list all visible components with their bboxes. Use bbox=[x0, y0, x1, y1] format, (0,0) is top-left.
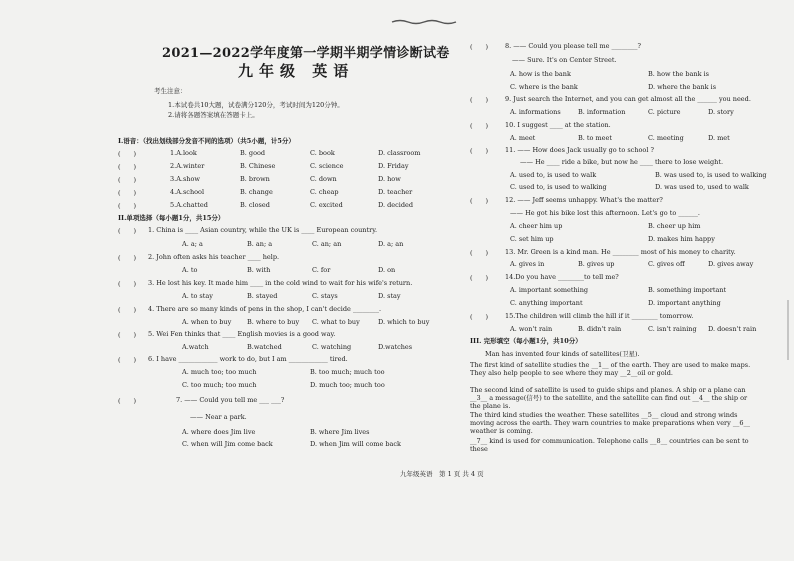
answer-paren[interactable]: ( ) bbox=[470, 249, 489, 257]
option-d: D.watches bbox=[378, 343, 413, 351]
option-a: A. much too; too much bbox=[182, 368, 257, 376]
option-a: A. where does Jim live bbox=[182, 428, 256, 436]
question-text: 7. —— Could you tell me ___ ___? bbox=[176, 396, 285, 404]
option-c: C. when will Jim come back bbox=[182, 440, 273, 448]
option-d: D. a; an bbox=[378, 240, 404, 248]
answer-paren[interactable]: ( ) bbox=[118, 397, 137, 405]
option-d: D. makes him happy bbox=[648, 235, 715, 243]
option-b: B. where to buy bbox=[247, 318, 300, 326]
option-a: A. a; a bbox=[182, 240, 203, 248]
answer-paren[interactable]: ( ) bbox=[470, 147, 489, 155]
option-b: B. where Jim lives bbox=[310, 428, 370, 436]
option-c: C. watching bbox=[312, 343, 352, 351]
option-c: C. book bbox=[310, 149, 335, 157]
exam-subtitle: 九年级 英语 bbox=[238, 62, 355, 80]
option-b: B. something important bbox=[648, 286, 727, 294]
option-a: A. used to, is used to walk bbox=[510, 171, 597, 179]
option-a: A. to stay bbox=[182, 292, 213, 300]
question-option-a: 5.A.chatted bbox=[170, 201, 208, 209]
question-text: 1. China is ____ Asian country, while the UK is ____ European country. bbox=[148, 226, 378, 234]
option-b: B. was used to, is used to walking bbox=[655, 171, 767, 179]
cloze-heading: III. 完形填空（每小题1分，共10分） bbox=[470, 337, 582, 345]
question-reply: —— Near a park. bbox=[190, 413, 247, 421]
answer-paren[interactable]: ( ) bbox=[118, 331, 137, 339]
question-reply: —— He ____ ride a bike, but now he ____ there to lose weight. bbox=[520, 158, 724, 166]
option-a: A. informations bbox=[510, 108, 561, 116]
option-d: D. which to buy bbox=[378, 318, 430, 326]
option-c: C. stays bbox=[312, 292, 338, 300]
question-text: 3. He lost his key. It made him ____ in the cold wind to wait for his wife's return. bbox=[148, 279, 413, 287]
answer-paren[interactable]: ( ) bbox=[470, 122, 489, 130]
question-option-a: 4.A.school bbox=[170, 188, 205, 196]
option-d: D. was used to, used to walk bbox=[655, 183, 749, 191]
option-c: C. an; an bbox=[312, 240, 342, 248]
option-a: A. won't rain bbox=[510, 325, 553, 333]
option-c: C. meeting bbox=[648, 134, 684, 142]
scan-mark bbox=[390, 10, 460, 16]
exam-title: 2021—2022学年度第一学期半期学情诊断试卷 bbox=[162, 46, 450, 61]
option-b: B. an; a bbox=[247, 240, 273, 248]
question-text: 13. Mr. Green is a kind man. He ________ most of his money to charity. bbox=[505, 248, 736, 256]
question-reply: —— He got his bike lost this afternoon. Let's go to ______. bbox=[510, 209, 700, 217]
option-b: B. good bbox=[240, 149, 266, 157]
option-b: B. too much; much too bbox=[310, 368, 385, 376]
answer-paren[interactable]: ( ) bbox=[118, 163, 137, 171]
option-c: C. anything important bbox=[510, 299, 583, 307]
option-b: B. to meet bbox=[578, 134, 612, 142]
answer-paren[interactable]: ( ) bbox=[470, 274, 489, 282]
question-text: 5. Wei Fen thinks that ____ English movies is a good way. bbox=[148, 330, 336, 338]
answer-paren[interactable]: ( ) bbox=[118, 356, 137, 364]
answer-paren[interactable]: ( ) bbox=[470, 313, 489, 321]
cloze-paragraph-4: __7__ kind is used for communication. Telephone calls __8__ countries can be sent to these bbox=[470, 437, 749, 453]
option-b: B. brown bbox=[240, 175, 270, 183]
option-b: B. stayed bbox=[247, 292, 278, 300]
option-c: C. picture bbox=[648, 108, 681, 116]
cloze-intro: Man has invented four kinds of satellites(卫星). bbox=[485, 350, 640, 358]
option-c: C. excited bbox=[310, 201, 343, 209]
question-option-a: 3.A.show bbox=[170, 175, 200, 183]
option-a: A. cheer him up bbox=[510, 222, 563, 230]
option-d: D. much too; much too bbox=[310, 381, 385, 389]
answer-paren[interactable]: ( ) bbox=[470, 43, 489, 51]
section2-heading: II.单项选择（每小题1分，共15分） bbox=[118, 214, 225, 222]
option-c: C. what to buy bbox=[312, 318, 360, 326]
question-text: 11. —— How does Jack usually go to school ? bbox=[505, 146, 654, 154]
option-d: D. decided bbox=[378, 201, 414, 209]
option-b: B. how the bank is bbox=[648, 70, 709, 78]
option-a: A. when to buy bbox=[182, 318, 232, 326]
option-d: D. met bbox=[708, 134, 730, 142]
option-d: D. story bbox=[708, 108, 734, 116]
option-b: B. with bbox=[247, 266, 271, 274]
option-b: B. change bbox=[240, 188, 273, 196]
answer-paren[interactable]: ( ) bbox=[118, 254, 137, 262]
option-c: C. for bbox=[312, 266, 331, 274]
option-c: C. cheap bbox=[310, 188, 339, 196]
option-c: C. set him up bbox=[510, 235, 554, 243]
option-b: B. cheer up him bbox=[648, 222, 701, 230]
answer-paren[interactable]: ( ) bbox=[118, 306, 137, 314]
question-text: 10. I suggest ____ at the station. bbox=[505, 121, 611, 129]
option-c: C. too much; too much bbox=[182, 381, 257, 389]
notice-line-2: 2.请将各题答案填在答题卡上。 bbox=[168, 111, 259, 119]
notice-heading: 考生注意： bbox=[154, 87, 187, 95]
scan-edge-mark bbox=[787, 300, 789, 360]
cloze-paragraph-2: The second kind of satellite is used to guide ships and planes. A ship or a plane can __3__ a message(信号) to the satellite, and the satellite can find out __4__ the ship or the plane is. bbox=[470, 386, 748, 410]
option-a: A. important something bbox=[510, 286, 589, 294]
question-text: 8. —— Could you please tell me ________? bbox=[505, 42, 642, 50]
answer-paren[interactable]: ( ) bbox=[118, 150, 137, 158]
option-b: B. gives up bbox=[578, 260, 615, 268]
question-text: 4. There are so many kinds of pens in the shop, I can't decide ________. bbox=[148, 305, 382, 313]
cloze-paragraph-1: The first kind of satellite studies the __1__ of the earth. They are used to make maps. They also help people to see where they may __2__oil or gold. bbox=[470, 361, 751, 377]
option-d: D. stay bbox=[378, 292, 401, 300]
option-a: A. meet bbox=[510, 134, 536, 142]
option-c: C. down bbox=[310, 175, 337, 183]
answer-paren[interactable]: ( ) bbox=[118, 202, 137, 210]
page-footer: 九年级英语 第 1 页 共 4 页 bbox=[400, 470, 484, 478]
question-text: 12. —— Jeff seems unhappy. What's the matter? bbox=[505, 196, 663, 204]
answer-paren[interactable]: ( ) bbox=[118, 176, 137, 184]
option-b: B. closed bbox=[240, 201, 270, 209]
answer-paren[interactable]: ( ) bbox=[118, 280, 137, 288]
option-b: B.watched bbox=[247, 343, 282, 351]
option-d: D. when Jim will come back bbox=[310, 440, 401, 448]
cloze-paragraph-3: The third kind studies the weather. These satellites __5__ cloud and strong winds moving across the earth. They warn countries to make preparations when very __6__ weather is coming. bbox=[470, 411, 751, 435]
option-d: D. gives away bbox=[708, 260, 754, 268]
question-text: 14.Do you have ________to tell me? bbox=[505, 273, 619, 281]
option-a: A.watch bbox=[182, 343, 209, 351]
question-text: 15.The children will climb the hill if it ________ tomorrow. bbox=[505, 312, 694, 320]
option-c: C. used to, is used to walking bbox=[510, 183, 607, 191]
option-c: C. science bbox=[310, 162, 344, 170]
question-text: 6. I have ____________ work to do, but I am ____________ tired. bbox=[148, 355, 348, 363]
option-a: A. gives in bbox=[510, 260, 545, 268]
option-b: B. information bbox=[578, 108, 626, 116]
option-d: D. important anything bbox=[648, 299, 721, 307]
option-c: C. where is the bank bbox=[510, 83, 578, 91]
option-d: D. Friday bbox=[378, 162, 409, 170]
question-option-a: 1.A.look bbox=[170, 149, 197, 157]
section1-heading: I.语音：（找出划线部分发音不同的选项）（共5小题，计5分） bbox=[118, 137, 295, 145]
question-text: 9. Just search the Internet, and you can get almost all the ______ you need. bbox=[505, 95, 751, 103]
question-option-a: 2.A.winter bbox=[170, 162, 205, 170]
option-d: D. doesn't rain bbox=[708, 325, 757, 333]
answer-paren[interactable]: ( ) bbox=[470, 96, 489, 104]
option-b: B. Chinese bbox=[240, 162, 276, 170]
option-d: D. where the bank is bbox=[648, 83, 717, 91]
question-text: 2. John often asks his teacher ____ help. bbox=[148, 253, 280, 261]
option-b: B. didn't rain bbox=[578, 325, 622, 333]
option-a: A. how is the bank bbox=[510, 70, 571, 78]
option-d: D. on bbox=[378, 266, 396, 274]
option-d: D. teacher bbox=[378, 188, 413, 196]
answer-paren[interactable]: ( ) bbox=[118, 227, 137, 235]
notice-line-1: 1.本试卷共10大题，试卷满分120分，考试时间为120分钟。 bbox=[168, 101, 344, 109]
answer-paren[interactable]: ( ) bbox=[470, 197, 489, 205]
question-reply: —— Sure. It's on Center Street. bbox=[512, 56, 617, 64]
option-c: C. gives off bbox=[648, 260, 685, 268]
option-c: C. isn't raining bbox=[648, 325, 697, 333]
option-d: D. classroom bbox=[378, 149, 421, 157]
scan-mark-graphic bbox=[390, 19, 460, 25]
option-d: D. how bbox=[378, 175, 401, 183]
answer-paren[interactable]: ( ) bbox=[118, 189, 137, 197]
option-a: A. to bbox=[182, 266, 198, 274]
